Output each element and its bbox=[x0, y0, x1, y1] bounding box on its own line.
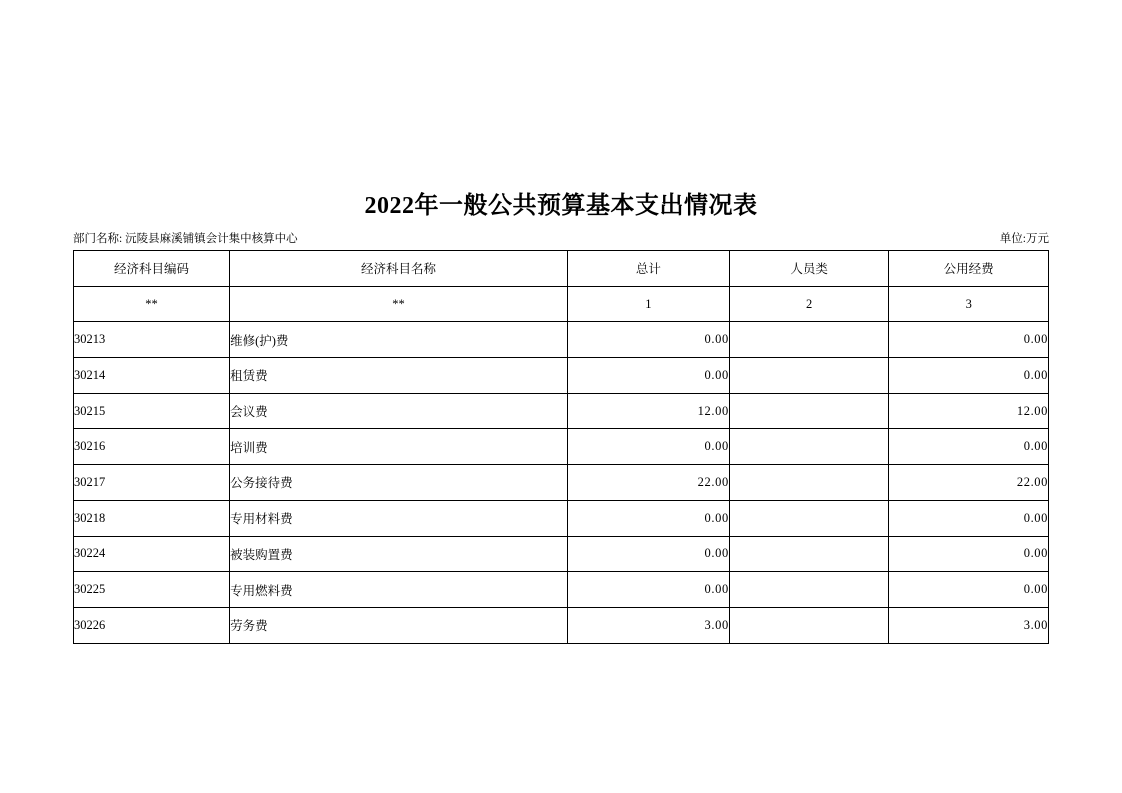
table-header-row bbox=[74, 251, 1049, 287]
subheader-code: ** bbox=[74, 286, 230, 322]
cell-total: 0.00 bbox=[567, 536, 729, 572]
cell-code: 30215 bbox=[74, 393, 230, 429]
cell-public: 0.00 bbox=[889, 572, 1049, 608]
cell-code: 30217 bbox=[74, 465, 230, 501]
table-row bbox=[74, 393, 1049, 429]
table-row bbox=[74, 536, 1049, 572]
cell-name: 维修(护)费 bbox=[230, 322, 568, 358]
table-row bbox=[74, 465, 1049, 501]
cell-personnel bbox=[729, 500, 889, 536]
table-subheader-row bbox=[74, 286, 1049, 322]
cell-public: 0.00 bbox=[889, 322, 1049, 358]
cell-code: 30214 bbox=[74, 358, 230, 394]
cell-public: 22.00 bbox=[889, 465, 1049, 501]
cell-code: 30216 bbox=[74, 429, 230, 465]
subheader-personnel: 2 bbox=[729, 286, 889, 322]
cell-name: 专用材料费 bbox=[230, 500, 568, 536]
cell-total: 22.00 bbox=[567, 465, 729, 501]
cell-public: 0.00 bbox=[889, 429, 1049, 465]
cell-public: 12.00 bbox=[889, 393, 1049, 429]
cell-personnel bbox=[729, 465, 889, 501]
table-row bbox=[74, 607, 1049, 643]
cell-public: 0.00 bbox=[889, 358, 1049, 394]
cell-total: 0.00 bbox=[567, 358, 729, 394]
cell-total: 3.00 bbox=[567, 607, 729, 643]
cell-public: 0.00 bbox=[889, 500, 1049, 536]
cell-name: 租赁费 bbox=[230, 358, 568, 394]
department-info bbox=[73, 230, 298, 246]
cell-public: 0.00 bbox=[889, 536, 1049, 572]
subheader-total: 1 bbox=[567, 286, 729, 322]
cell-code: 30226 bbox=[74, 607, 230, 643]
cell-name: 被装购置费 bbox=[230, 536, 568, 572]
cell-total: 0.00 bbox=[567, 429, 729, 465]
column-header-total: 总计 bbox=[567, 251, 729, 287]
column-header-code: 经济科目编码 bbox=[74, 251, 230, 287]
cell-personnel bbox=[729, 572, 889, 608]
cell-name: 专用燃料费 bbox=[230, 572, 568, 608]
subheader-public: 3 bbox=[889, 286, 1049, 322]
cell-total: 0.00 bbox=[567, 322, 729, 358]
cell-name: 会议费 bbox=[230, 393, 568, 429]
cell-code: 30213 bbox=[74, 322, 230, 358]
document-meta bbox=[73, 230, 1049, 246]
cell-personnel bbox=[729, 536, 889, 572]
cell-code: 30224 bbox=[74, 536, 230, 572]
cell-code: 30218 bbox=[74, 500, 230, 536]
cell-personnel bbox=[729, 607, 889, 643]
unit-note: 单位:万元 bbox=[999, 233, 1049, 245]
cell-total: 0.00 bbox=[567, 500, 729, 536]
table-row bbox=[74, 572, 1049, 608]
cell-name: 劳务费 bbox=[230, 607, 568, 643]
cell-personnel bbox=[729, 322, 889, 358]
page-title: 2022年一般公共预算基本支出情况表 bbox=[364, 193, 758, 219]
cell-total: 12.00 bbox=[567, 393, 729, 429]
table-row bbox=[74, 429, 1049, 465]
table-row bbox=[74, 322, 1049, 358]
column-header-public: 公用经费 bbox=[889, 251, 1049, 287]
table-row bbox=[74, 500, 1049, 536]
cell-personnel bbox=[729, 393, 889, 429]
budget-table bbox=[73, 250, 1049, 644]
column-header-personnel: 人员类 bbox=[729, 251, 889, 287]
department-name: 沅陵县麻溪铺镇会计集中核算中心 bbox=[125, 233, 298, 245]
cell-code: 30225 bbox=[74, 572, 230, 608]
subheader-name: ** bbox=[230, 286, 568, 322]
cell-personnel bbox=[729, 429, 889, 465]
cell-name: 培训费 bbox=[230, 429, 568, 465]
department-label: 部门名称: bbox=[73, 233, 123, 245]
table-row bbox=[74, 358, 1049, 394]
cell-name: 公务接待费 bbox=[230, 465, 568, 501]
column-header-name: 经济科目名称 bbox=[230, 251, 568, 287]
cell-public: 3.00 bbox=[889, 607, 1049, 643]
cell-total: 0.00 bbox=[567, 572, 729, 608]
cell-personnel bbox=[729, 358, 889, 394]
